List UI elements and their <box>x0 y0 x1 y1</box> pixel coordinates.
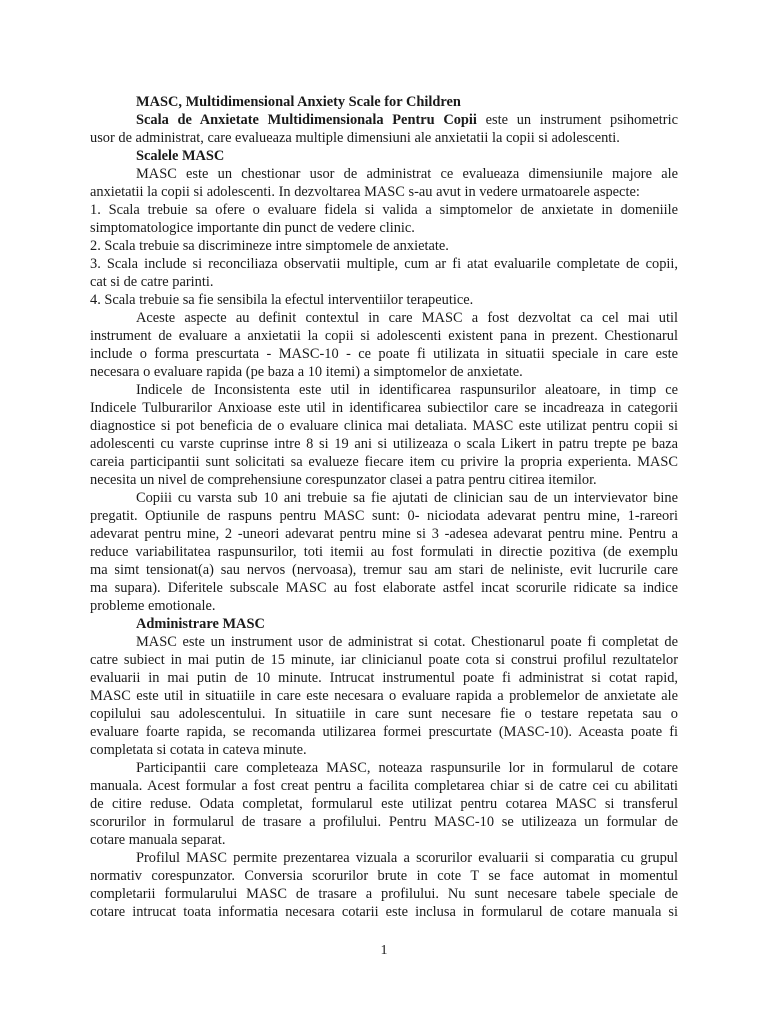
paragraph-line: adolescenti cu varste cuprinse intre 8 si 19 ani si utilizeaza o scala Likert in patru trepte pe baza <box>90 436 678 452</box>
paragraph-first-line: Participantii care completeaza MASC, noteaza raspunsurile lor in formularul de cotare <box>136 760 678 776</box>
paragraph-line: adevarat pentru mine, 2 -uneori adevarat pentru mine si 3 -adesea adevarat pentru mine. Pentru a <box>90 526 678 542</box>
paragraph-line: evaluarii in mai putin de 10 minute. Intrucat instrumentul poate fi administrat si cotat rapid, <box>90 670 678 686</box>
paragraph-line: usor de administrat, care evalueaza multiple dimensiuni ale anxietatii la copii si adolescenti. <box>90 130 620 146</box>
paragraph-line: include o forma prescurtata - MASC-10 - ce poate fi utilizata in situatii speciale in care este <box>90 346 678 362</box>
paragraph-line: completata si cotata in cateva minute. <box>90 742 307 758</box>
paragraph-line: 2. Scala trebuie sa discrimineze intre simptomele de anxietate. <box>90 238 449 254</box>
paragraph-line: cotare manuala separat. <box>90 832 226 848</box>
heading-text: Administrare MASC <box>136 616 265 632</box>
section-heading-line <box>90 111 678 129</box>
heading-continuation-text: este un instrument psihometric <box>476 112 678 128</box>
paragraph-first-line: MASC este un instrument usor de administrat si cotat. Chestionarul poate fi completat de <box>136 634 678 650</box>
paragraph-first-line: Indicele de Inconsistenta este util in identificarea raspunsurilor aleatoare, in timp ce <box>136 382 678 398</box>
paragraph-line: normativ corespunzator. Conversia scorurilor brute in cote T se face automat in momentul <box>90 868 678 884</box>
heading-text: Scalele MASC <box>136 148 225 164</box>
paragraph-line: reduce variabilitatea raspunsurilor, toti itemii au fost formulati in directie pozitiva (de exemplu <box>90 544 678 560</box>
paragraph-line: scorurilor in formularul de trasare a profilului. Pentru MASC-10 se utilizeaza un formular de <box>90 814 678 830</box>
paragraph-line: ma simt tensionat(a) sau nervos (nervoasa), tremur sau am stari de neliniste, evit lucrurile care <box>90 562 678 578</box>
paragraph-line: probleme emotionale. <box>90 598 216 614</box>
paragraph-line: pregatit. Optiunile de raspuns pentru MASC sunt: 0- niciodata adevarat pentru mine, 1-rareori <box>90 508 678 524</box>
section-heading-line <box>90 147 678 165</box>
paragraph-line: necesara o evaluare rapida (pe baza a 10 itemi) a simptomelor de anxietate. <box>90 364 523 380</box>
paragraph-line: diagnostice si pot beneficia de o evaluare clinica mai detaliata. MASC este utilizat pentru copii si <box>90 418 678 434</box>
paragraph-first-line: Aceste aspecte au definit contextul in care MASC a fost dezvoltat ca cel mai util <box>136 310 678 326</box>
paragraph-line: copilului sau adolescentului. In situatiile in care sunt necesare fie o testare repetata sau o <box>90 706 678 722</box>
document-body <box>90 93 678 921</box>
paragraph-line: cotare intrucat toata informatia necesara cotarii este inclusa in formularul de cotare manuala si <box>90 904 678 920</box>
paragraph-line: completarii formularului MASC de trasare a profilului. Nu sunt necesare tabele speciale de <box>90 886 678 902</box>
section-heading-line <box>90 615 678 633</box>
paragraph-first-line: MASC este un chestionar usor de administrat ce evalueaza dimensiunile majore ale <box>136 166 678 182</box>
paragraph-line: cat si de catre parinti. <box>90 274 214 290</box>
paragraph-line: Indicele Tulburarilor Anxioase este util in identificarea subiectilor care se incadreaza in categorii <box>90 400 678 416</box>
paragraph-line: de citire reduse. Odata completat, formularul este utilizat pentru cotarea MASC si transferul <box>90 796 678 812</box>
paragraph-line: careia participantii sunt solicitati sa evalueze fiecare item cu privire la propria experienta. MASC <box>90 454 678 470</box>
paragraph-line: 1. Scala trebuie sa ofere o evaluare fidela si valida a simptomelor de anxietate in domeniile <box>90 202 678 218</box>
paragraph-line: anxietatii la copii si adolescenti. In dezvoltarea MASC s-au avut in vedere urmatoarele aspecte: <box>90 184 640 200</box>
paragraph-line: instrument de evaluare a anxietatii la copii si adolescenti existent pana in prezent. Chestionarul <box>90 328 678 344</box>
paragraph-line: simptomatologice importante din punct de vedere clinic. <box>90 220 415 236</box>
paragraph-first-line: Copiii cu varsta sub 10 ani trebuie sa fie ajutati de clinician sau de un intervievator bine <box>136 490 678 506</box>
section-heading-line <box>90 93 678 111</box>
paragraph-line: 3. Scala include si reconciliaza observatii multiple, cum ar fi atat evaluarile completate de copii, <box>90 256 678 272</box>
paragraph-line: manuala. Acest formular a fost creat pentru a facilita completarea chiar si de catre cei cu abilitati <box>90 778 678 794</box>
paragraph-line: MASC este util in situatiile in care este necesara o evaluare rapida a problemelor de anxietate ale <box>90 688 678 704</box>
paragraph-first-line: Profilul MASC permite prezentarea vizuala a scorurilor evaluarii si comparatia cu grupul <box>136 850 678 866</box>
paragraph-line: catre subiect in mai putin de 15 minute, iar clinicianul poate cota si construi profilul rezultatelor <box>90 652 678 668</box>
page-number: 1 <box>380 943 388 958</box>
paragraph-line: necesita un nivel de comprehensiune corespunzator clasei a patra pentru citirea itemilor. <box>90 472 597 488</box>
heading-text: MASC, Multidimensional Anxiety Scale for Children <box>136 94 461 110</box>
paragraph-line: ma supara). Diferitele subscale MASC au fost elaborate astfel incat scorurile ridicate sa indice <box>90 580 678 596</box>
paragraph-line: evaluare foarte rapida, se recomanda utilizarea formei prescurtate (MASC-10). Aceasta poate fi <box>90 724 678 740</box>
heading-text: Scala de Anxietate Multidimensionala Pentru Copii <box>136 112 477 128</box>
paragraph-line: 4. Scala trebuie sa fie sensibila la efectul interventiilor terapeutice. <box>90 292 474 308</box>
